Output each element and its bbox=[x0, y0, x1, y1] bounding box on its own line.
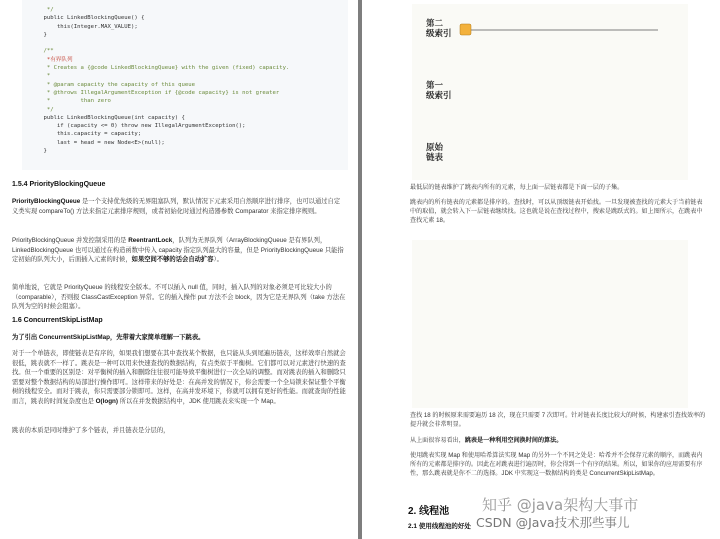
class-name: PriorityBlockingQueue bbox=[12, 198, 81, 205]
level-label-text: 级索引 bbox=[426, 91, 452, 101]
text-run-bold: 跳表是一种利用空间换时间的算法。 bbox=[464, 437, 563, 444]
code-line: * bbox=[30, 73, 51, 80]
level-label-text: 级索引 bbox=[426, 29, 452, 39]
skiplist-figure-1 bbox=[412, 4, 688, 180]
code-line: *有界队列 bbox=[30, 56, 73, 63]
code-line: * @param capacity the capacity of this queue bbox=[30, 81, 196, 88]
code-line: * @throws IllegalArgumentException if {@code capacity} is not greater bbox=[30, 89, 280, 96]
code-line bbox=[22, 39, 348, 47]
level-label-text: 链表 bbox=[426, 153, 444, 163]
code-line: */ bbox=[30, 106, 54, 113]
code-line: this(Integer.MAX_VALUE); bbox=[30, 23, 138, 30]
text-run: ）。 bbox=[213, 256, 223, 264]
skiplist-search-diagram bbox=[412, 240, 688, 408]
zhihu-watermark: 知乎 @java架构大事市 bbox=[482, 496, 639, 514]
paragraph-skiplist-explain bbox=[12, 349, 346, 407]
level-label-text: 第二 bbox=[426, 19, 444, 29]
level-label-text: 第一 bbox=[426, 81, 444, 91]
right-page bbox=[362, 0, 720, 539]
code-line: public LinkedBlockingQueue(int capacity) { bbox=[30, 114, 185, 121]
caption-4 bbox=[410, 436, 706, 445]
paragraph-skiplist-intro: 为了引出 ConcurrentSkipListMap，先带着大家简单理解一下跳表。 bbox=[12, 334, 205, 341]
code-line: * Creates a {@code LinkedBlockingQueue} with the given (fixed) capacity. bbox=[30, 65, 290, 72]
level-label-text: 原始 bbox=[426, 143, 444, 153]
paragraph-priority-intro bbox=[12, 197, 346, 216]
code-line: } bbox=[30, 31, 47, 38]
left-page bbox=[0, 0, 358, 539]
text-run: 所以在并发数据结构中，JDK 使用跳表来实现一个 Map。 bbox=[118, 397, 280, 405]
skiplist-diagram bbox=[412, 4, 688, 180]
caption-5: 使用跳表实现 Map 和使用哈希算法实现 Map 的另外一个不同之处是：哈希并不会保存元素的顺序，而跳表内所有的元素都是排序的。因此在对跳表进行遍历时，你会得到一个有序的结果。所以，如果你的应用需要有序性，那么跳表就是你不二的选择。JDK 中实现这一数据结构的类是 ConcurrentSkipListMap。 bbox=[410, 452, 703, 478]
level-label bbox=[426, 18, 452, 39]
skiplist-node bbox=[460, 24, 471, 35]
code-line: /** bbox=[30, 48, 54, 55]
text-run: 从上面很容易看出， bbox=[410, 437, 465, 444]
text-run: ，队列为无界队列（ArrayBlockingQueue 是有界队列，LinkedBlockingQueue 也可以通过在构造函数中传入 capacity 指定队列最大的容量，但是 PriorityBlockingQueue 只能指定初始的队列大小，后面插入元素的时候， bbox=[12, 237, 344, 264]
paragraph-priority-summary: 简单地说，它就是 PriorityQueue 的线程安全版本。不可以插入 null 值，同时，插入队列的对象必须是可比较大小的（comparable），否则报 ClassCastException 异常。它的插入操作 put 方法不会 block，因为它是无界队列（take 方法在队列为空的时候会阻塞）。 bbox=[12, 284, 346, 311]
text-run-bold: ReentrantLock bbox=[128, 237, 173, 244]
section-heading-threadpool: 2. 线程池 bbox=[408, 506, 450, 517]
code-line: last = head = new Node<E>(null); bbox=[30, 139, 165, 146]
text-run-bold: 如果空间不够的话会自动扩容 bbox=[131, 256, 214, 264]
code-line: } bbox=[30, 148, 47, 155]
csdn-watermark: CSDN @Java技术那些事儿 bbox=[476, 515, 630, 530]
paragraph-text: 是一个支持优先级的无界阻塞队列，默认情况下元素采用自然顺序进行排序，也可以通过自定义类实现 compareTo() 方法来指定元素排序规则，或者初始化时通过构造器参数 Comparator 来指定排序规则。 bbox=[12, 198, 341, 215]
text-run-bold: O(logn) bbox=[95, 397, 118, 405]
level-label bbox=[426, 80, 452, 101]
caption-3: 查找 18 的时候原来需要遍历 18 次，现在只需要 7 次即可。针对链表长度比较大的时候，构建索引查找效率的提升就会非常明显。 bbox=[410, 412, 706, 429]
code-line: public LinkedBlockingQueue() { bbox=[30, 15, 145, 22]
caption-1: 最低层的链表维护了跳表内所有的元素，每上面一层链表都是下面一层的子集。 bbox=[410, 184, 624, 191]
level-label bbox=[426, 142, 444, 163]
code-line: if (capacity <= 0) throw new IllegalArgumentException(); bbox=[30, 123, 246, 130]
skiplist-figure-2 bbox=[412, 240, 688, 408]
paragraph-priority-lock bbox=[12, 236, 346, 265]
code-line: this.capacity = capacity; bbox=[30, 131, 142, 138]
text-run: PriorityBlockingQueue 并发控制采用的是 bbox=[12, 237, 129, 244]
text-run: 对于一个单链表，即使链表是有序的，如果我们想要在其中查找某个数据，也只能从头到尾遍历链表，这样效率自然就会很低，跳表就不一样了。跳表是一种可以用来快速查找的数据结构，有点类似于平衡树。它们都可以对元素进行快速的查找。但一个重要的区别是：对平衡树的插入和删除往往很可能导致平衡树进行一次全局的调整。而对跳表的插入和删除只需要对整个数据结构的局部进行操作即可。这样带来的好处是：在高并发的情况下，你会需要一个全局锁来保证整个平衡树的线程安全。而对于跳表，你只需要部分锁即可。这样，在高并发环境下，你就可以拥有更好的性能。而就查询的性能而言，跳表的时间复杂度也是 bbox=[12, 350, 346, 405]
code-line: */ bbox=[30, 7, 54, 13]
code-line: * than zero bbox=[30, 98, 111, 105]
paragraph-skiplist-layers: 跳表的本质是同时维护了多个链表，并且链表是分层的， bbox=[12, 427, 170, 434]
caption-2: 跳表内的所有链表的元素都是排序的。查找时，可以从顶级链表开始找。一旦发现被查找的元素大于当前链表中的取值，就会转入下一层链表继续找。这也就是说在查找过程中，搜索是跳跃式的。如上图所示，在跳表中查找元素 18。 bbox=[410, 199, 703, 225]
subsection-heading-threadpool: 2.1 使用线程池的好处 bbox=[408, 523, 471, 530]
code-block bbox=[22, 0, 348, 170]
section-heading-skiplist: 1.6 ConcurrentSkipListMap bbox=[12, 317, 103, 324]
section-heading-priority: 1.5.4 PriorityBlockingQueue bbox=[12, 181, 106, 188]
